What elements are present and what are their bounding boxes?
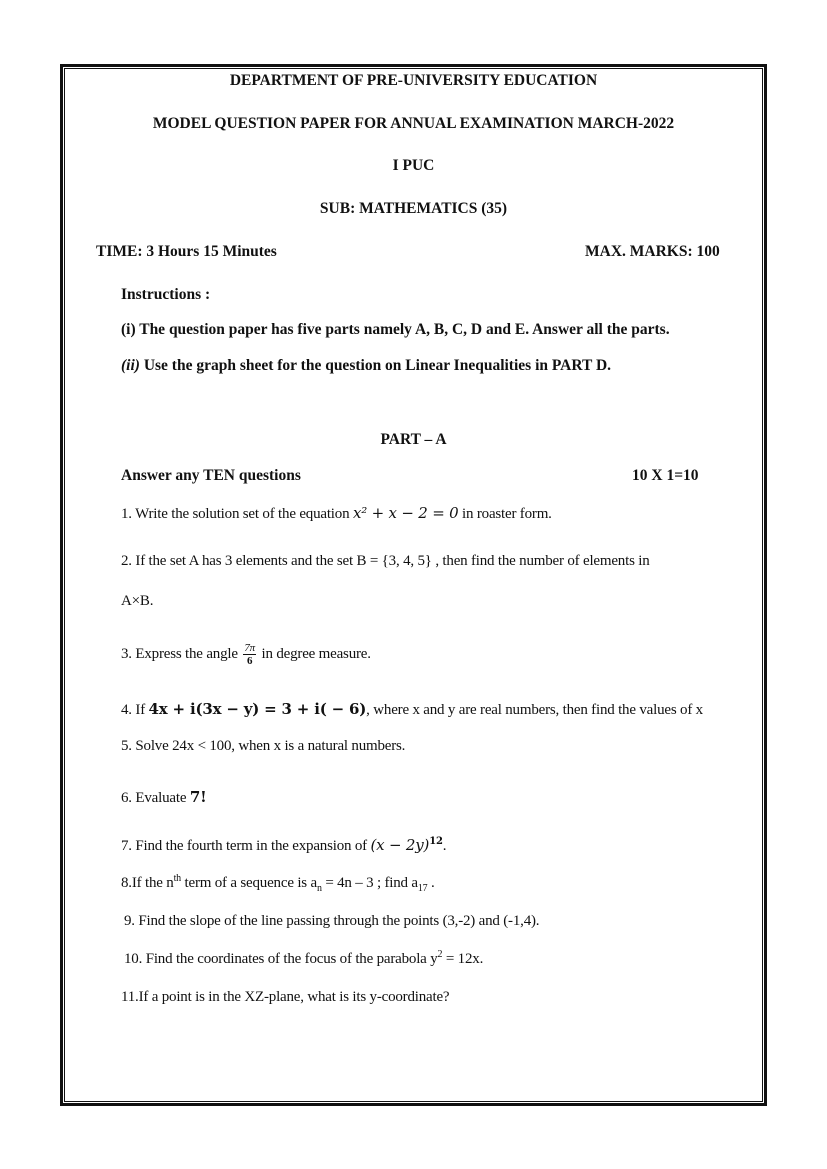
part-a-marks: 10 X 1=10 bbox=[632, 467, 699, 484]
subject-label: SUB: MATHEMATICS (35) bbox=[319, 200, 508, 217]
question-2-line-2: A×B. bbox=[121, 593, 154, 609]
q1-text-pre: 1. Write the solution set of the equation bbox=[121, 506, 353, 522]
question-8 bbox=[121, 875, 435, 892]
q10-text-pre: 10. Find the coordinates of the focus of the parabola y bbox=[124, 951, 438, 967]
q8-sup-th: th bbox=[173, 873, 181, 884]
q7-exponent: 12 bbox=[429, 836, 443, 847]
question-6 bbox=[121, 788, 206, 807]
q7-text-post: . bbox=[442, 838, 447, 854]
question-7 bbox=[121, 836, 446, 855]
q3-text-pre: 3. Express the angle bbox=[121, 646, 242, 662]
q4-equation: 4x + i(3x − y) = 3 + i( − 6) bbox=[148, 700, 367, 718]
instruction-2-number: (ii) bbox=[121, 357, 140, 374]
q8-sub-n: n bbox=[316, 883, 322, 894]
department-heading: DEPARTMENT OF PRE-UNIVERSITY EDUCATION bbox=[229, 72, 598, 89]
q3-fraction-numerator: 7π bbox=[244, 642, 255, 655]
q6-factorial: 7! bbox=[189, 788, 207, 806]
q3-text-post: in degree measure. bbox=[257, 646, 371, 662]
q4-text-pre: 4. If bbox=[121, 702, 149, 718]
q10-sup-2: 2 bbox=[437, 949, 443, 960]
q8-text-a: 8.If the n bbox=[121, 875, 174, 891]
part-a-title: PART – A bbox=[380, 431, 447, 448]
page-border-inner bbox=[64, 68, 763, 1102]
q1-text-post: in roaster form. bbox=[458, 506, 552, 522]
q10-text-post: = 12x. bbox=[442, 951, 484, 967]
question-5: 5. Solve 24x < 100, when x is a natural numbers. bbox=[121, 738, 406, 754]
time-label: TIME: 3 Hours 15 Minutes bbox=[96, 243, 277, 260]
max-marks-label: MAX. MARKS: 100 bbox=[585, 243, 720, 260]
q8-sub-17: 17 bbox=[417, 883, 428, 894]
question-2-line-1: 2. If the set A has 3 elements and the set B = {3, 4, 5} , then find the number of elements in bbox=[121, 553, 650, 569]
q8-text-b: term of a sequence is a bbox=[180, 875, 317, 891]
q3-fraction bbox=[243, 642, 256, 667]
q7-expression: (x − 2y) bbox=[370, 836, 430, 854]
question-9: 9. Find the slope of the line passing through the points (3,-2) and (-1,4). bbox=[124, 913, 540, 929]
question-1 bbox=[121, 504, 552, 523]
instructions-heading: Instructions : bbox=[121, 286, 211, 303]
question-10 bbox=[124, 951, 483, 968]
instruction-2-text: Use the graph sheet for the question on Linear Inequalities in PART D. bbox=[139, 357, 612, 374]
q3-fraction-denominator: 6 bbox=[247, 655, 253, 668]
q4-text-post: , where x and y are real numbers, then find the values of x bbox=[366, 702, 703, 718]
q6-text-pre: 6. Evaluate bbox=[121, 790, 190, 806]
instruction-2 bbox=[121, 357, 611, 375]
q1-equation: x² + x − 2 = 0 bbox=[352, 504, 459, 522]
paper-title: MODEL QUESTION PAPER FOR ANNUAL EXAMINATION MARCH-2022 bbox=[152, 115, 675, 132]
class-label: I PUC bbox=[392, 157, 435, 174]
part-a-instruction: Answer any TEN questions bbox=[121, 467, 301, 484]
q8-text-c: = 4n – 3 ; find a bbox=[321, 875, 418, 891]
question-3 bbox=[121, 638, 371, 670]
question-11: 11.If a point is in the XZ-plane, what is its y-coordinate? bbox=[121, 989, 450, 1005]
q7-text-pre: 7. Find the fourth term in the expansion of bbox=[121, 838, 371, 854]
instruction-1: (i) The question paper has five parts namely A, B, C, D and E. Answer all the parts. bbox=[121, 321, 670, 338]
q8-text-d: . bbox=[427, 875, 435, 891]
question-4 bbox=[121, 700, 703, 719]
